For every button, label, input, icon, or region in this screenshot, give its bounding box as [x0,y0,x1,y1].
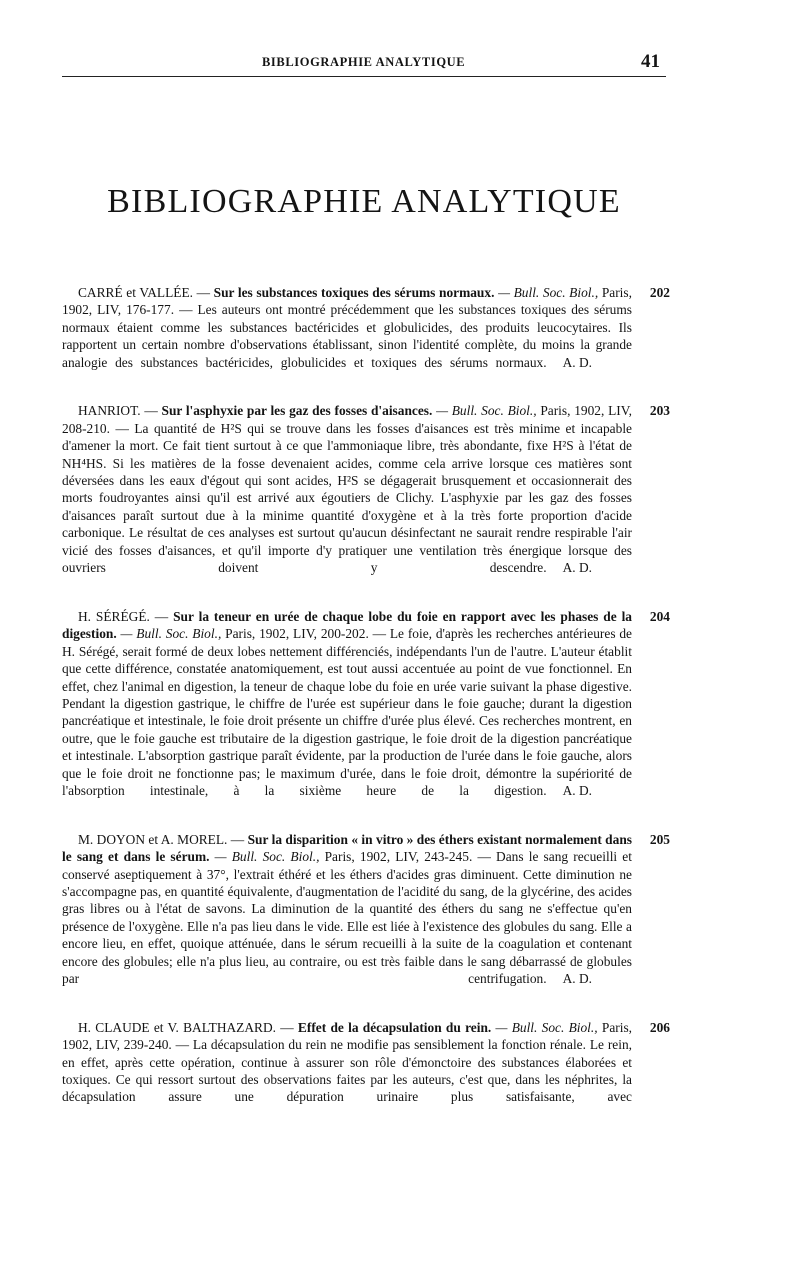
entry-number: 203 [649,403,670,419]
bibliography-entry [62,608,670,817]
entry-number: 204 [649,608,670,624]
entry-title: Effet de la décapsulation du rein. [297,1019,492,1035]
entry-journal: — Bull. Soc. Biol., [214,849,320,865]
entry-title: Sur les substances toxiques des sérums normaux. [213,285,495,300]
bibliography-entry [62,284,670,388]
entry-summary: — La décapsulation du rein ne modifie pas sensiblement la fonction rénale. Le rein, en effet, après cette opération, continue à assurer son rôle d'émonctoire des substances élaborées et toxiques. Ce qui ressort surtout des observations faites par les auteurs, c'est que, dans les néphrites, la décapsulation assure une dépuration urinaire plus satisfaisante, avec [62,1037,632,1105]
entry-summary: — Les auteurs ont montré précédemment que les substances toxiques des sérums normaux étaient comme les substances bactéricides et globulicides, des produits leucocytaires. Ils rapportent un certain nombre d'observations établissant, sinon l'identité complète, du moins la grande analogie des substances bactéricides, globulicides et toxiques des sérums normaux. [62,302,632,370]
entry-authors: H. SÉRÉGÉ. — [78,608,169,624]
entry-number: 205 [649,831,670,847]
entry-summary: — Le foie, d'après les recherches antérieures de H. Sérégé, serait formé de deux lobes nettement différenciés, indépendants l'un de l'autre. L'auteur établit que cette différence, constatée anatomiquement, est tout aussi accentuée au point de vue fonctionnel. En effet, chez l'animal en digestion, la teneur de chaque lobe du foie en urée varie suivant la phase digestive. Pendant la digestion gastrique, le chiffre de l'urée est supérieur dans le foie gauche; durant la digestion pancréatique et intestinale, le foie droit présente un chiffre d'urée plus élevé. Ces recherches montrent, en outre, que le foie gauche est tributaire de la digestion gastrique, le foie droit de la digestion pancréatique et intestinale. L'absorption gastrique paraît évidente, par la production de l'urée dans le foie gauche, alors que le foie droit ne fonctionne pas; le maximum d'urée, dans le foie droit, démontre la supériorité de l'absorption intestinale, à la sixième heure de la digestion. [62,626,632,798]
entry-journal: — Bull. Soc. Biol., [498,285,599,300]
entry-reference: Paris, 1902, LIV, 243-245. [324,849,473,865]
entry-reference: Paris, 1902, LIV, 176-177. [62,285,632,318]
entry-reference: Paris, 1902, LIV, 239-240. [62,1019,633,1053]
running-title: BIBLIOGRAPHIE ANALYTIQUE [262,55,466,69]
entry-summary: — La quantité de H²S qui se trouve dans les fosses d'aisances est très minime et incapable d'amener la mort. Ce fait tient surtout à ce que l'ammoniaque libre, très abondante, fixe H²S à l'état de NH⁴HS. Si les matières de la fosse devenaient acides, comme cela arrive lorsque ces matières sont déversées dans les eaux d'égout qui sont acides, H²S se dégagerait brusquement et occasionnerait des morts foudroyantes ainsi qu'il est arrivé aux égoutiers de Clichy. L'asphyxie par les gaz des fosses d'aisances paraît surtout due à la minime quantité d'oxygène et à la très forte proportion d'acide carbonique. Le résultat de ces analyses est surtout qu'aucun désinfectant ne saurait rendre respirable l'air vicié des fosses d'aisances, et qu'il importe d'y pratiquer une ventilation très énergique lorsque des ouvriers doivent y descendre. [62,420,632,576]
entry-signature: A. D. [562,971,592,987]
entry-title: Sur la teneur en urée de chaque lobe du foie en rapport avec les phases de la digestion. [62,608,633,642]
entry-authors: M. DOYON et A. MOREL. — [78,831,245,847]
entry-number: 206 [649,1019,670,1035]
bibliography-entry [62,831,670,1005]
bibliography-entry [62,402,670,593]
entry-reference: Paris, 1902, LIV, 208-210. [62,403,632,436]
entry-title: Sur l'asphyxie par les gaz des fosses d'aisances. [161,403,433,419]
entry-signature: A. D. [562,354,592,370]
entry-reference: Paris, 1902, LIV, 200-202. [225,626,369,642]
entry-summary: — Dans le sang recueilli et conservé aseptiquement à 37°, l'extrait éthéré et les éthers d'acides gras diminuent. Cette diminution ne s'accompagne pas, en quantité équivalente, d'augmentation de l'acidité du sang, de la glycérine, des acides gras libres ou à l'état de savons. La diminution de la quantité des éthers du sang ne s'effectue qu'en présence de l'oxygène. Elle n'a pas lieu dans le vide. Elle est liée à l'existence des globules du sang. Elle a encore lieu, en effet, quoique atténuée, dans le sérum recueilli à la suite de la coagulation et contenant encore des globules; elle n'a plus lieu, au contraire, ou est très faible dans le sang débarrassé de globules par centrifugation. [62,849,632,987]
entry-signature: A. D. [562,560,592,576]
page-number: 41 [641,51,660,72]
entry-journal: — Bull. Soc. Biol., [436,403,537,419]
bibliography-entries [62,284,670,1137]
running-header [62,52,666,77]
entry-number: 202 [649,285,670,300]
entry-authors: H. CLAUDE et V. BALTHAZARD. — [78,1019,294,1035]
entry-authors: CARRÉ et VALLÉE. — [78,285,211,300]
bibliography-entry [62,1019,670,1123]
entry-journal: — Bull. Soc. Biol., [495,1019,598,1035]
entry-authors: HANRIOT. — [78,403,158,419]
entry-journal: — Bull. Soc. Biol., [120,626,222,642]
entry-signature: A. D. [562,782,592,798]
entry-title: Sur la disparition « in vitro » des éthers existant normalement dans le sang et dans le sérum. [62,831,632,865]
page-title: BIBLIOGRAPHIE ANALYTIQUE [107,182,621,220]
